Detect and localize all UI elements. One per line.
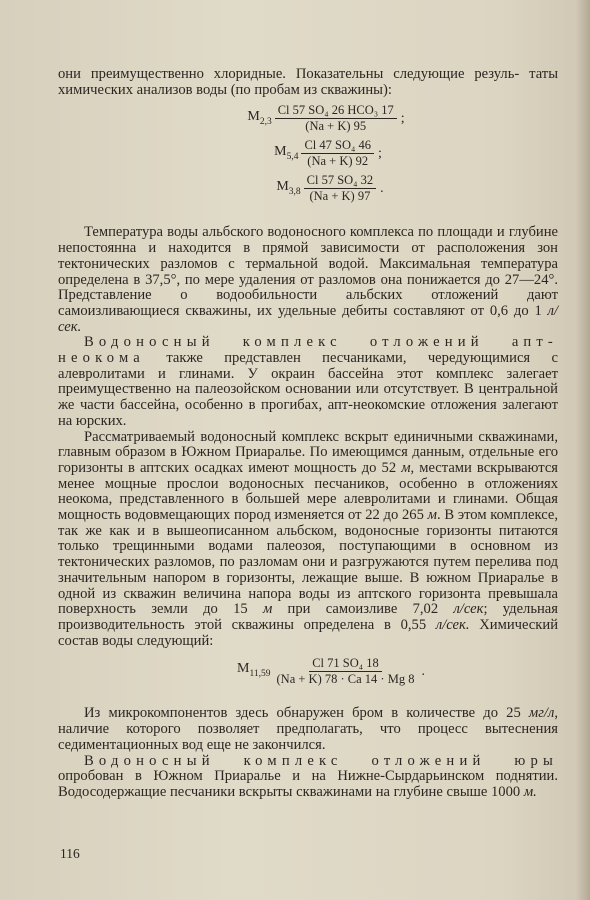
unit-text: м [262,601,273,618]
paragraph-micro: Из микрокомпонентов здесь обнаружен бром в количестве до 25 мг/л, наличие которого позволяет предполагать, что процесс вытеснения седиментационных вод еще не закончился. [58,705,558,753]
unit-text: м [427,507,437,524]
formula-denominator: (Na + K) 92 [307,154,369,169]
intro-line-1: они преимущественно хлоридные. Показательны следующие резуль- [58,66,520,82]
page-content [58,67,558,801]
formula-denominator: (Na + K) 97 [309,189,371,204]
page-number: 116 [60,846,80,861]
section-heading-spaced: Водоносный комплекс отложений апт-неокома [58,334,558,367]
unit-text: м [401,459,411,476]
formula-numerator: Cl 57 SO₄ 32 [304,174,377,189]
formula-punct: ; [400,111,405,127]
formula-denominator: (Na + K) 95 [305,119,367,134]
formula-m: $M_{2,3}$ [247,108,272,127]
intro-line-2: таты химических анализов воды (по пробам из скважины): [58,66,558,98]
formula-punct: . [380,181,384,197]
formula-1 [94,104,558,133]
formula-punct: . [421,664,425,680]
formula-fraction [304,174,377,203]
unit-text: л/сек. [435,616,470,633]
intro-text [58,67,558,98]
paragraph-apt-text: также представлен песчаниками, чередующимися с алевролитами и глинами. У окраин бассейна этот комплекс залегает преимущественно на палеозойском основании или отсутствует. В центральной же части бассейна, особенно в прогибах, апт-неокомские отложения залегают на юрских. [58,350,558,429]
formula-numerator: Cl 57 SO₄ 26 HCO₃ 17 [275,104,397,119]
paragraph-jura: Водоносный комплекс отложений юры опробован в Южном Приаралье и на Нижне-Сырдарьинском поднятии. Водосодержащие песчаники вскрыты скважинами на глубине свыше 1000 м. [58,752,558,800]
formula-m: $M_{11,59}$ [237,661,271,680]
formula-m: $M_{5,4}$ [274,143,299,162]
paragraph-alb-text: Температура воды альбского водоносного комплекса по площади и глубине непостоянна и находится в прямой зависимости от расположения зон тектонических разломов с термальной водой. Максимальная температура определена в 37,5°, по мере удаления от разломов она понижается до 27—24°. Представление о водообильности альбских отложений дают самоизливающиеся скважины, их удельные дебиты составляют от 0,6 до 1 [58,224,558,319]
formula-2 [98,139,558,168]
page-gutter-shadow [576,0,590,900]
formula-denominator: (Na + K) 78 · Ca 14 · Mg 8 [276,672,415,687]
unit-text: л/сек. [58,302,558,335]
formula-fraction [275,104,397,133]
formula-numerator: Cl 71 SO₄ 18 [309,657,382,672]
paragraph-alb [58,225,558,335]
formula-m: $M_{3,8}$ [276,178,301,197]
formula-fraction [274,657,418,686]
formula-3 [102,174,558,203]
paragraph-main: Рассматриваемый водоносный комплекс вскрыт единичными скважинами, главным образом в Южном Приаралье. По имеющимся данным, отдельные его горизонты в аптских осадках имеют мощность до 52 м, местами вскрываются менее мощные прослои водоносных песчаников, особенно в отложениях неокома, представленного в большей мере алевролитами и глинами. Общая мощность водовмещающих пород изменяется от 22 до 265 м. В этом комплексе, так же как и в вышеописанном альбском, водоносные горизонты питаются только трещинными водами палеозоя, поступающими в основном из тектонических разломов, по разломам они и разгружаются путем перелива под значительным напором в горизонты, лежащие выше. В южном Приаралье в одной из скважин величина напора воды из аптского горизонта превышала поверхность земли до 15 м при самоизливе 7,02 л/сек; удельная производительность этой скважины определена в 0,55 л/сек. Химический состав воды следующий: [58,428,559,649]
paragraph-apt [58,335,558,429]
formula-numerator: Cl 47 SO₄ 46 [301,139,374,154]
unit-text: л/сек [453,601,484,618]
unit-text: м. [523,783,537,800]
unit-text: мг/л [528,705,555,722]
formula-punct: ; [377,146,382,162]
formula-4 [104,657,558,686]
formula-fraction [301,139,374,168]
section-heading-spaced: Водоносный комплекс отложений юры [84,752,558,769]
